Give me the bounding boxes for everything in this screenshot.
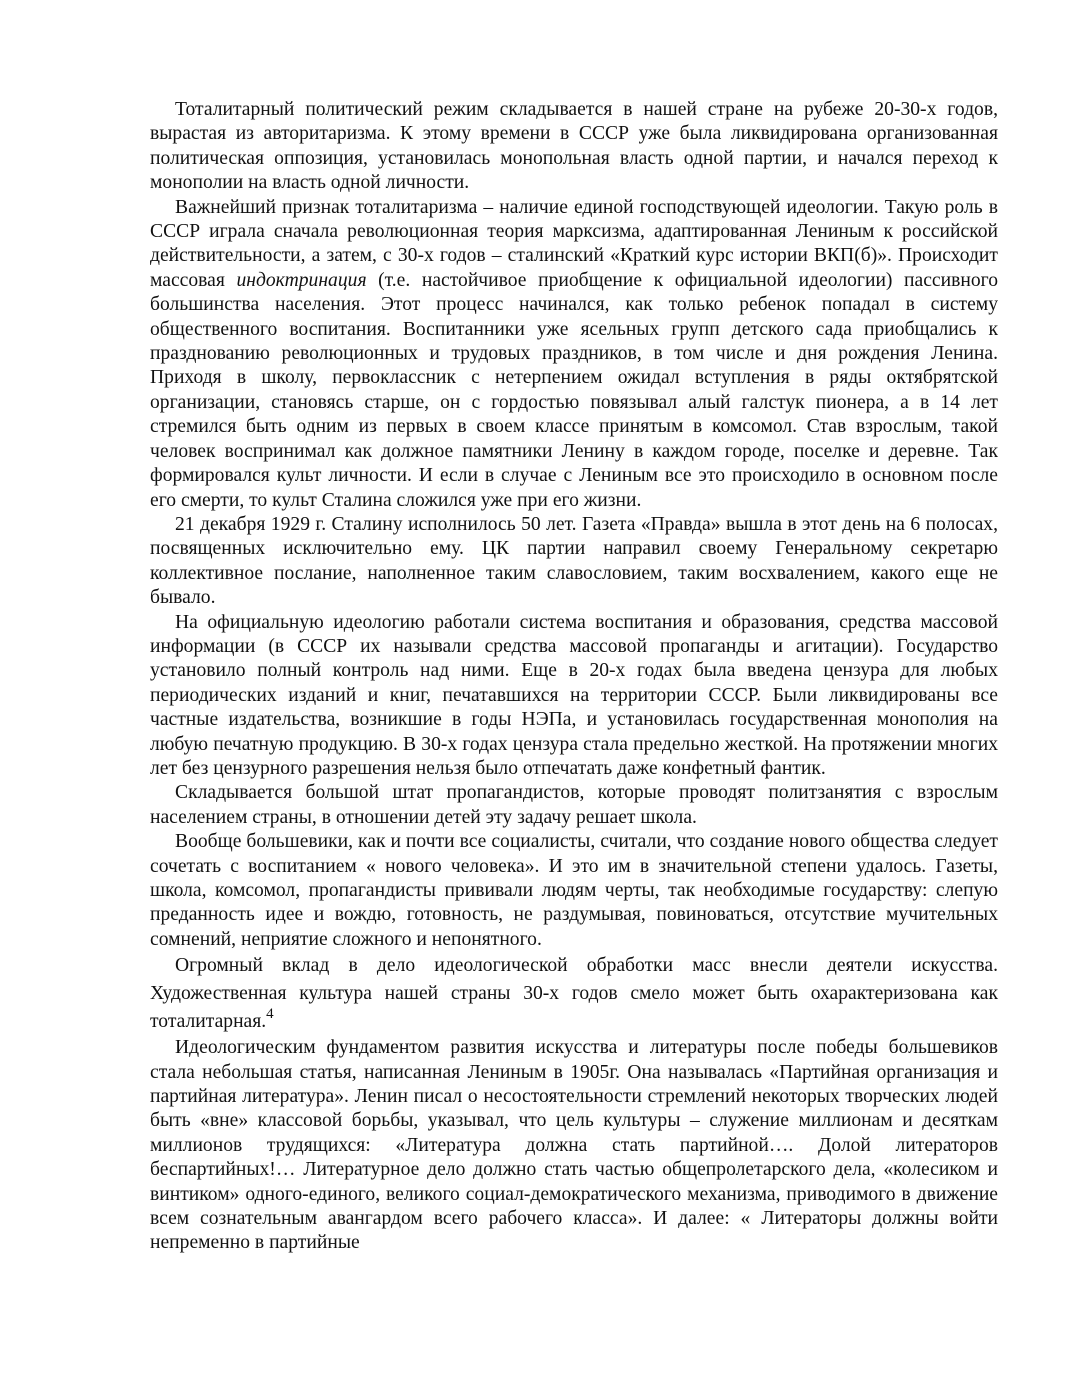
document-page xyxy=(150,98,998,1256)
footnote-marker: 4 xyxy=(266,1006,274,1023)
paragraph-art xyxy=(150,952,998,1036)
paragraph-lenin-article: Идеологическим фундаментом развития искусства и литературы после победы большевиков стала небольшая статья, написанная Лениным в 1905г. Она называлась «Партийная организация и партийная литература». Ленин писал о несостоятельности стремлений некоторых творческих людей быть «вне» классовой борьбы, указывал, что цель культуры – служение миллионам и десяткам миллионов трудящихся: «Литература должна стать партийной…. Долой литераторов беспартийных!… Литературное дело должно стать частью общепролетарского дела, «колесиком и винтиком» одного-единого, великого социал-демократического механизма, приводимого в движение всем сознательным авангардом всего рабочего класса». И далее: « Литераторы должны войти непременно в партийные xyxy=(150,1037,998,1254)
paragraph-ideology-text-end: (т.е. настойчивое приобщение к официальной идеологии) пассивного большинства населения. Этот процесс начинался, как только ребенок попадал в систему общественного воспитания. Воспитанники уже ясельных групп детского сада приобщались к празднованию революционных и трудовых праздников, в том числе и дня рождения Ленина. Приходя в школу, первоклассник с нетерпением ожидал вступления в ряды октябрятской организации, становясь старше, он с гордостью повязывал алый галстук пионера, а в 14 лет стремился быть одним из первых в своем классе принятым в комсомол. Став взрослым, такой человек воспринимал как должное памятники Ленину в каждом городе, поселке и деревне. Так формировался культ личности. И если в случае с Лениным все это происходило в основном после его смерти, то культ Сталина сложился уже при его жизни. xyxy=(150,269,998,511)
italic-term: индоктринация xyxy=(236,269,367,291)
paragraph-art-text: Огромный вклад в дело идеологической обработки масс внесли деятели искусства. Художественная культура нашей страны 30-х годов смело может быть охарактеризована как тоталитарная. xyxy=(150,955,998,1033)
paragraph-totalitarian-regime: Тоталитарный политический режим складывается в нашей стране на рубеже 20-30-х годов, вырастая из авторитаризма. К этому времени в СССР уже была ликвидирована организованная политическая оппозиция, установилась монопольная власть одной партии, и начался переход к монополии на власть одной личности. xyxy=(150,99,998,194)
paragraph-ideology-text-start: Важнейший признак тоталитаризма – наличие единой господствующей идеологии. Такую роль в СССР играла сначала революционная теория марксизма, адаптированная Лениным к российской действительности, а затем, с 30-х годов – сталинский «Краткий курс истории ВКП(б)». Происходит массовая xyxy=(150,196,998,291)
paragraph-new-man: Вообще большевики, как и почти все социалисты, считали, что создание нового общества следует сочетать с воспитанием « нового человека». И это им в значительной степени удалось. Газеты, школа, комсомол, пропагандисты прививали людям черты, так необходимые государству: слепую преданность идее и вождю, готовность, не раздумывая, повиноваться, отсутствие мучительных сомнений, неприятие сложного и непонятного. xyxy=(150,831,998,950)
paragraph-propagandists: Складывается большой штат пропагандистов, которые проводят политзанятия с взрослым населением страны, в отношении детей эту задачу решает школа. xyxy=(150,782,998,828)
paragraph-stalin-birthday: 21 декабря 1929 г. Сталину исполнилось 50 лет. Газета «Правда» вышла в этот день на 6 полосах, посвященных исключительно ему. ЦК партии направил своему Генеральному секретарю коллективное послание, наполненное таким славословием, таким восхвалением, какого еще не бывало. xyxy=(150,513,998,609)
paragraph-censorship: На официальную идеологию работали система воспитания и образования, средства массовой информации (в СССР их называли средства массовой пропаганды и агитации). Государство установило полный контроль над ними. Еще в 20-х годах была введена цензура для любых периодических изданий и книг, печатавшихся на территории СССР. Были ликвидированы все частные издательства, возникшие в годы НЭПа, и установилась государственная монополия на любую печатную продукцию. В 30-х годах цензура стала предельно жесткой. На протяжении многих лет без цензурного разрешения нельзя было отпечатать даже конфетный фантик. xyxy=(150,611,998,779)
paragraph-ideology xyxy=(150,196,998,513)
